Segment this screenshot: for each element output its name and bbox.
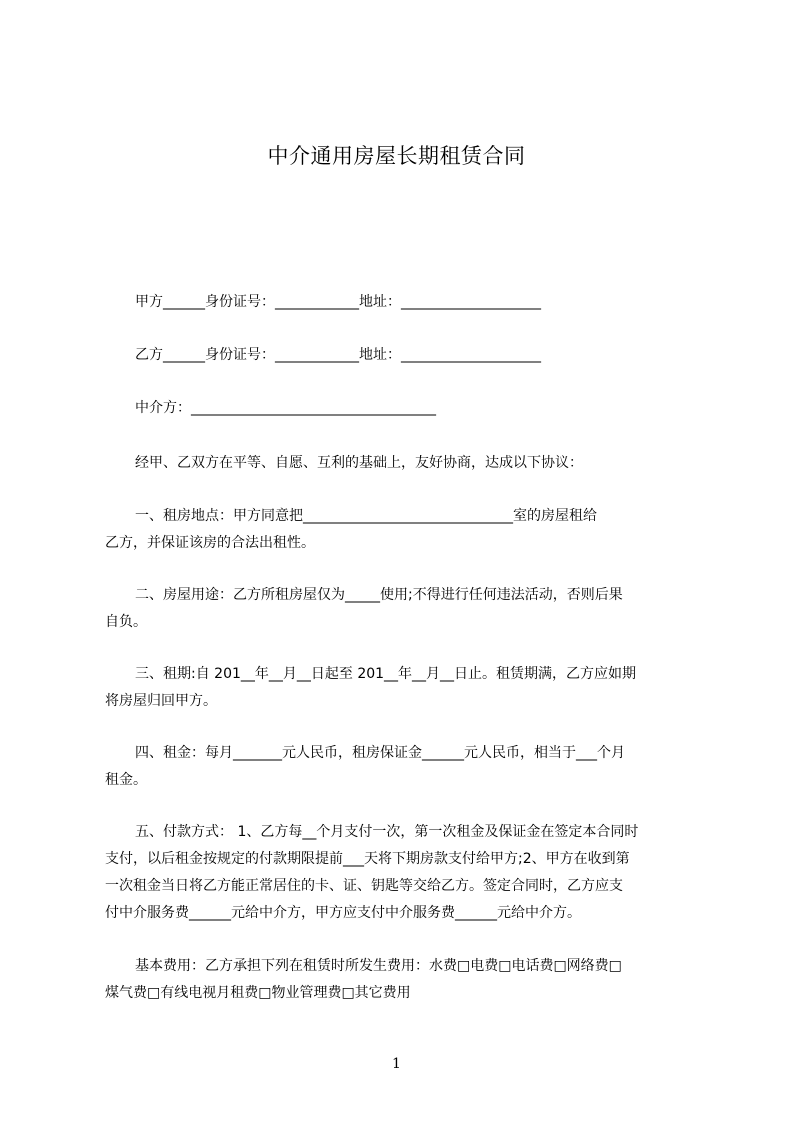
page-title: 中介通用房屋长期租赁合同 — [267, 144, 526, 168]
clause1-line2: 乙方，并保证该房的合法出租性。 — [105, 535, 315, 551]
clause4-line2: 租金。 — [105, 772, 147, 788]
agent-line: 中介方：___________________________________ — [135, 400, 436, 416]
party-a-line: 甲方______身份证号：____________地址：____________________ — [135, 294, 541, 310]
basic-fees-line1: 基本费用：乙方承担下列在租赁时所发生费用：水费□电费□电话费□网络费□ — [135, 958, 622, 974]
party-b-line: 乙方______身份证号：____________地址：____________________ — [135, 347, 541, 363]
clause5-line1: 五、付款方式： 1、乙方每__个月支付一次，第一次租金及保证金在签定本合同时 — [135, 824, 639, 840]
clause5-line3: 一次租金当日将乙方能正常居住的卡、证、钥匙等交给乙方。签定合同时，乙方应支 — [105, 878, 623, 894]
clause3-line2: 将房屋归回甲方。 — [105, 693, 217, 709]
page-number: 1 — [392, 1056, 401, 1072]
clause1-line1: 一、租房地点：甲方同意把______________________________室的房屋租给 — [135, 508, 597, 524]
clause4-line1: 四、租金：每月_______元人民币，租房保证金______元人民币，相当于___个月 — [135, 745, 625, 761]
clause5-line2: 支付，以后租金按规定的付款期限提前___天将下期房款支付给甲方;2、甲方在收到第 — [105, 851, 630, 867]
clause2-line2: 自负。 — [105, 614, 147, 630]
clause3-line1: 三、租期:自 201__年__月__日起至 201__年__月__日止。租赁期满，乙方应如期 — [135, 666, 637, 682]
preamble-line: 经甲、乙双方在平等、自愿、互利的基础上，友好协商，达成以下协议： — [135, 455, 583, 471]
clause5-line4: 付中介服务费______元给中介方，甲方应支付中介服务费______元给中介方。 — [105, 905, 581, 921]
clause2-line1: 二、房屋用途：乙方所租房屋仅为_____使用;不得进行任何违法活动，否则后果 — [135, 587, 623, 603]
basic-fees-line2: 煤气费□有线电视月租费□物业管理费□其它费用 — [105, 985, 411, 1001]
